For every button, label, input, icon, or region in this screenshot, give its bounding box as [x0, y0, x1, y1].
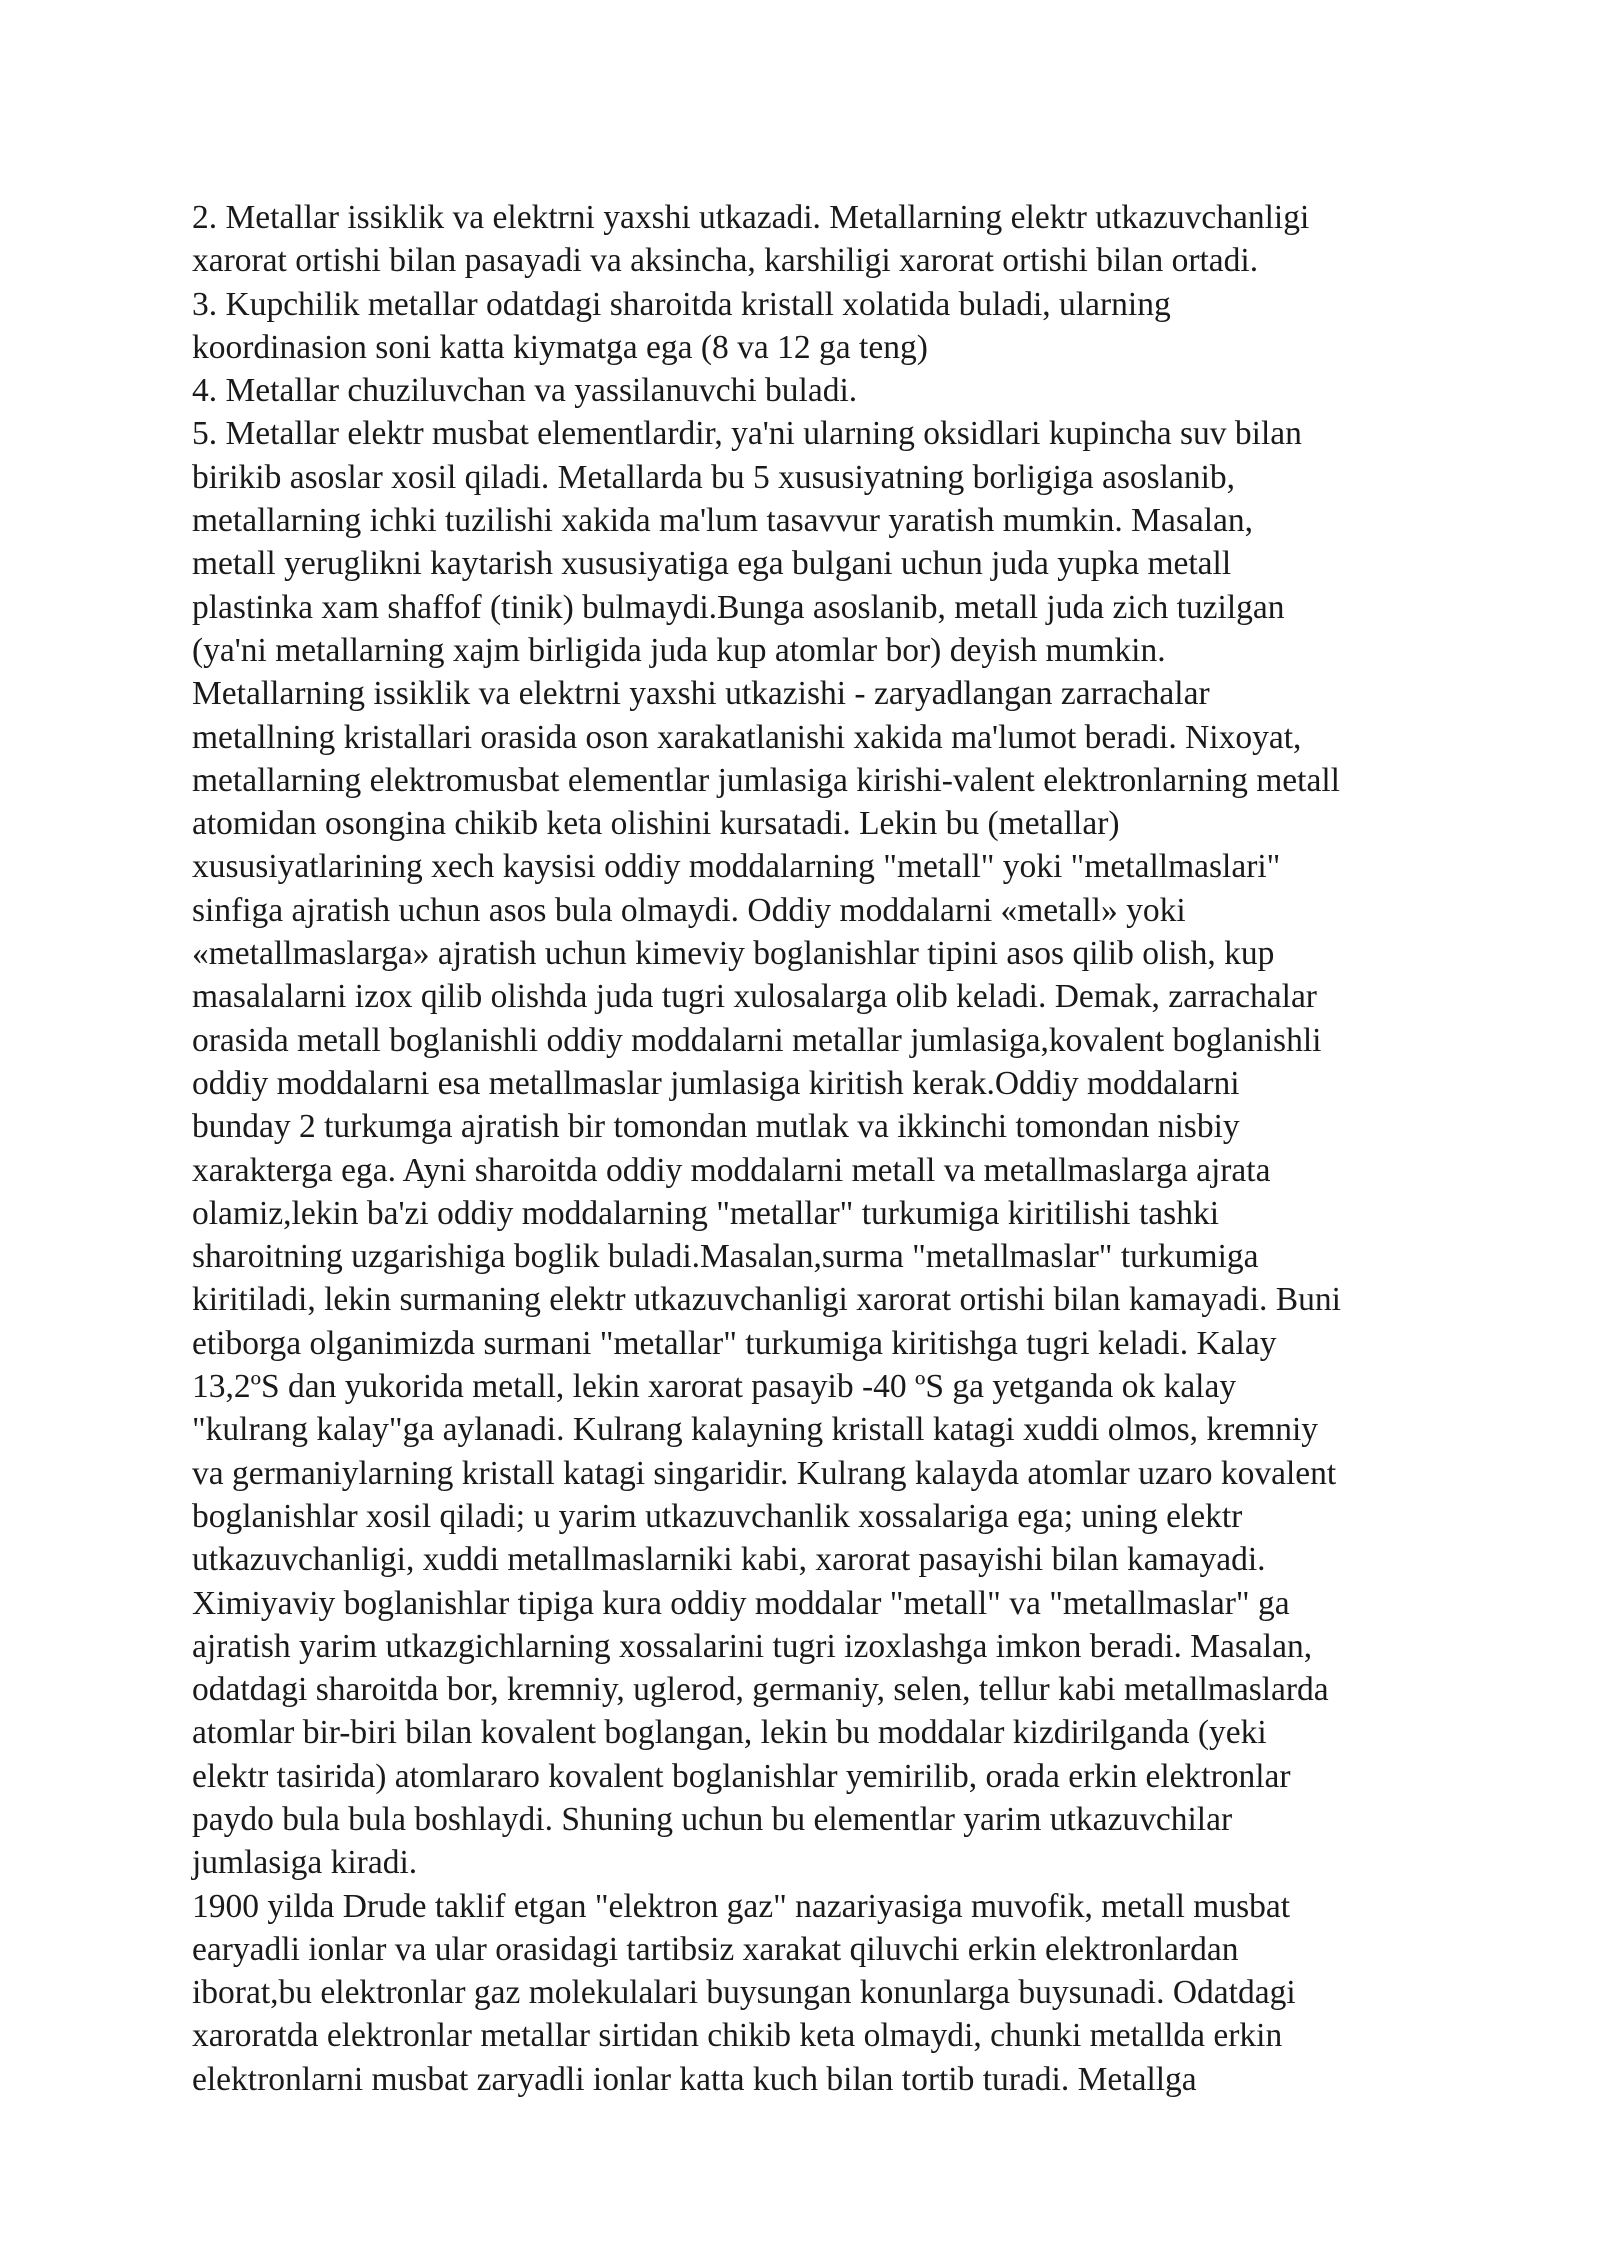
text-line: kiritiladi, lekin surmaning elektr utkazuvchanligi xarorat ortishi bilan kamayadi. Buni: [192, 1281, 1341, 1319]
text-line: 13,2ºS dan yukorida metall, lekin xarorat pasayib -40 ºS ga yetganda ok kalay: [192, 1368, 1237, 1406]
text-line: koordinasion soni katta kiymatga ega (8 va 12 ga teng): [192, 328, 928, 366]
text-line: va germaniylarning kristall katagi singaridir. Kulrang kalayda atomlar uzaro kovalent: [192, 1454, 1337, 1492]
text-line: iborat,bu elektronlar gaz molekulalari buysungan konunlarga buysunadi. Odatdagi: [192, 1974, 1296, 2012]
text-line: metallarning elektromusbat elementlar jumlasiga kirishi-valent elektronlarning metall: [192, 761, 1340, 799]
text-line: masalalarni izox qilib olishda juda tugri xulosalarga olib keladi. Demak, zarrachalar: [192, 978, 1317, 1016]
text-line: 2. Metallar issiklik va elektrni yaxshi utkazadi. Metallarning elektr utkazuvchanligi: [192, 199, 1310, 236]
text-line: sinfiga ajratish uchun asos bula olmaydi. Oddiy moddalarni «metall» yoki: [192, 891, 1186, 929]
text-line: xaroratda elektronlar metallar sirtidan chikib keta olmaydi, chunki metallda erkin: [192, 2017, 1283, 2055]
text-line: 4. Metallar chuziluvchan va yassilanuvchi buladi.: [192, 372, 858, 410]
text-line: plastinka xam shaffof (tinik) bulmaydi.Bunga asoslanib, metall juda zich tuzilgan: [192, 588, 1285, 626]
text-line: olamiz,lekin ba'zi oddiy moddalarning "metallar" turkumiga kiritilishi tashki: [192, 1194, 1220, 1232]
text-line: earyadli ionlar va ular orasidagi tartibsiz xarakat qiluvchi erkin elektronlardan: [192, 1930, 1239, 1968]
text-line: xarorat ortishi bilan pasayadi va aksincha, karshiligi xarorat ortishi bilan ortadi.: [192, 242, 1259, 280]
text-line: utkazuvchanligi, xuddi metallmaslarniki kabi, xarorat pasayishi bilan kamayadi.: [192, 1541, 1266, 1579]
text-line: (ya'ni metallarning xajm birligida juda kup atomlar bor) deyish mumkin.: [192, 631, 1166, 669]
text-line: xususiyatlarining xech kaysisi oddiy moddalarning "metall" yoki "metallmaslari": [192, 848, 1281, 886]
text-line: elektronlarni musbat zaryadli ionlar katta kuch bilan tortib turadi. Metallga: [192, 2060, 1197, 2098]
text-line: Metallarning issiklik va elektrni yaxshi utkazishi - zaryadlangan zarrachalar: [192, 675, 1210, 713]
text-line: Ximiyaviy boglanishlar tipiga kura oddiy moddalar "metall" va "metallmaslar" ga: [192, 1584, 1290, 1622]
text-line: 3. Kupchilik metallar odatdagi sharoitda kristall xolatida buladi, ularning: [192, 285, 1171, 323]
text-line: metall yeruglikni kaytarish xususiyatiga ega bulgani uchun juda yupka metall: [192, 545, 1232, 583]
text-line: paydo bula bula boshlaydi. Shuning uchun bu elementlar yarim utkazuvchilar: [192, 1800, 1233, 1838]
text-line: "kulrang kalay"ga aylanadi. Kulrang kalayning kristall katagi xuddi olmos, kremniy: [192, 1411, 1319, 1449]
text-line: odatdagi sharoitda bor, kremniy, uglerod, germaniy, selen, tellur kabi metallmaslarda: [192, 1671, 1329, 1709]
text-line: metallarning ichki tuzilishi xakida ma'lum tasavvur yaratish mumkin. Masalan,: [192, 502, 1254, 540]
document-body: [192, 196, 1502, 2101]
text-line: ajratish yarim utkazgichlarning xossalarini tugri izoxlashga imkon beradi. Masalan,: [192, 1627, 1313, 1665]
text-line: atomidan osongina chikib keta olishini kursatadi. Lekin bu (metallar): [192, 805, 1120, 843]
text-line: boglanishlar xosil qiladi; u yarim utkazuvchanlik xossalariga ega; uning elektr: [192, 1497, 1243, 1535]
text-line: jumlasiga kiradi.: [192, 1844, 418, 1882]
text-line: metallning kristallari orasida oson xarakatlanishi xakida ma'lumot beradi. Nixoyat,: [192, 718, 1302, 756]
text-line: bunday 2 turkumga ajratish bir tomondan mutlak va ikkinchi tomondan nisbiy: [192, 1108, 1240, 1146]
text-line: atomlar bir-biri bilan kovalent boglangan, lekin bu moddalar kizdirilganda (yeki: [192, 1714, 1267, 1752]
text-line: oddiy moddalarni esa metallmaslar jumlasiga kiritish kerak.Oddiy moddalarni: [192, 1064, 1240, 1102]
text-line: elektr tasirida) atomlararo kovalent boglanishlar yemirilib, orada erkin elektronlar: [192, 1757, 1291, 1795]
text-line: sharoitning uzgarishiga boglik buladi.Masalan,surma "metallmaslar" turkumiga: [192, 1238, 1259, 1276]
text-line: birikib asoslar xosil qiladi. Metallarda bu 5 xususiyatning borligiga asoslanib,: [192, 458, 1235, 496]
text-line: orasida metall boglanishli oddiy moddalarni metallar jumlasiga,kovalent boglanishli: [192, 1021, 1322, 1059]
text-line: xarakterga ega. Ayni sharoitda oddiy moddalarni metall va metallmaslarga ajrata: [192, 1151, 1271, 1189]
text-line: etiborga olganimizda surmani "metallar" turkumiga kiritishga tugri keladi. Kalay: [192, 1324, 1277, 1362]
text-line: 1900 yilda Drude taklif etgan "elektron gaz" nazariyasiga muvofik, metall musbat: [192, 1887, 1291, 1925]
text-line: «metallmaslarga» ajratish uchun kimeviy boglanishlar tipini asos qilib olish, kup: [192, 935, 1275, 973]
text-line: 5. Metallar elektr musbat elementlardir, ya'ni ularning oksidlari kupincha suv bilan: [192, 415, 1302, 453]
